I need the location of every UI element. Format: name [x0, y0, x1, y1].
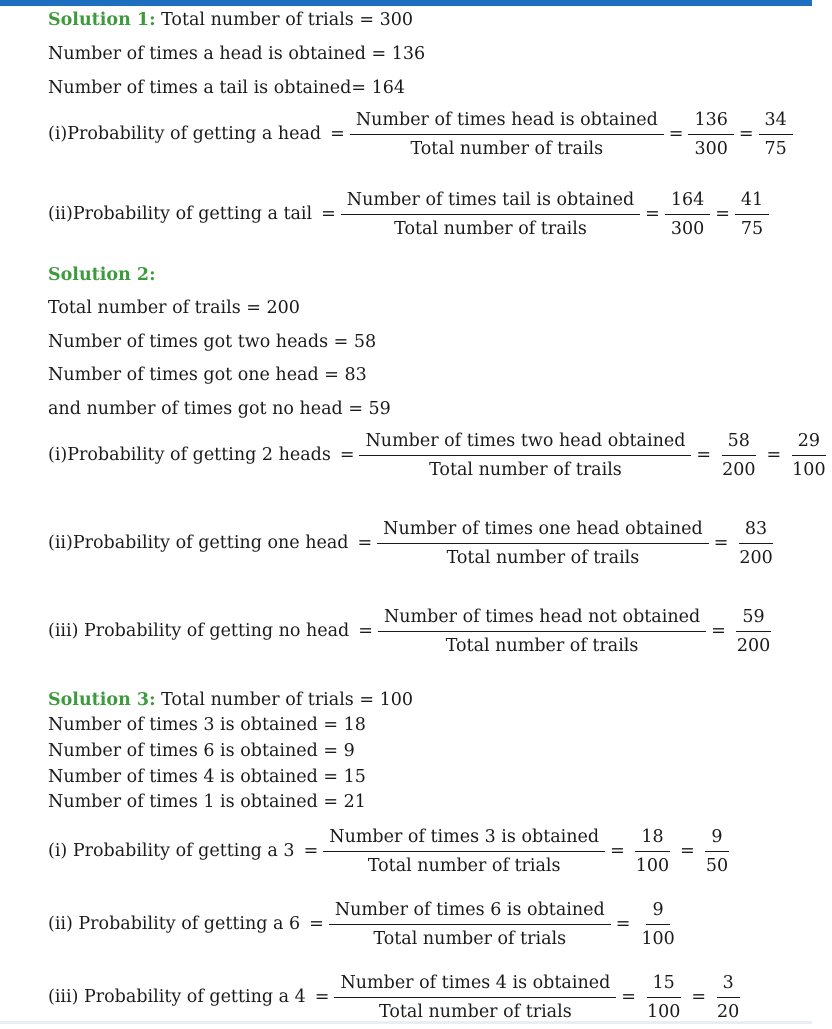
fraction-value — [641, 973, 686, 1022]
numerator: Number of times 3 is obtained — [323, 827, 605, 852]
numerator: Number of times 4 is obtained — [334, 973, 616, 998]
equals-sign: = — [680, 841, 695, 861]
equals-sign: = — [357, 533, 373, 553]
solution-1-header — [48, 9, 413, 31]
equals-sign: = — [711, 621, 726, 641]
numerator: 15 — [647, 973, 681, 998]
denominator: 200 — [736, 635, 771, 656]
equals-sign: = — [691, 987, 707, 1007]
denominator: Total number of trails — [429, 459, 622, 480]
fraction-value — [635, 900, 680, 949]
denominator: 100 — [646, 1001, 681, 1022]
fraction-simplified — [700, 827, 734, 876]
denominator: 20 — [717, 1001, 740, 1022]
numerator: Number of times one head obtained — [377, 519, 709, 544]
fraction-value — [688, 110, 733, 159]
denominator: 300 — [694, 138, 728, 159]
solution-3-equation-6 — [48, 892, 681, 956]
solution-1-title: Solution 1: — [48, 10, 156, 30]
equals-sign: = — [330, 124, 345, 144]
denominator: 200 — [739, 547, 773, 568]
fraction-simplified — [711, 973, 745, 1022]
solution-2-equation-one-head — [48, 511, 779, 575]
fraction-value — [630, 827, 675, 876]
denominator: 75 — [764, 138, 787, 159]
solution-2-equation-two-heads — [48, 423, 832, 487]
numerator: 83 — [739, 519, 773, 544]
fraction-definition — [377, 519, 709, 568]
top-accent-bar — [0, 0, 812, 6]
equation-label: (i)Probability of getting a head — [48, 124, 322, 144]
equation-label: (iii) Probability of getting a 4 — [48, 987, 306, 1007]
bottom-divider — [0, 1021, 812, 1024]
solution-2-equation-no-head — [48, 599, 776, 663]
numerator: 29 — [792, 431, 826, 456]
denominator: Total number of trials — [367, 855, 561, 876]
fraction-simplified — [759, 110, 793, 159]
numerator: 34 — [759, 110, 793, 135]
solution-2-no-head: and number of times got no head = 59 — [48, 399, 391, 419]
equals-sign: = — [321, 204, 336, 224]
fraction-value — [733, 519, 778, 568]
denominator: Total number of trails — [410, 138, 604, 159]
fraction-definition — [350, 110, 664, 159]
numerator: 9 — [646, 900, 669, 925]
numerator: 136 — [688, 110, 733, 135]
equals-sign: = — [610, 841, 625, 861]
equals-sign: = — [713, 533, 729, 553]
solution-3-count-4: Number of times 4 is obtained = 15 — [48, 767, 366, 787]
solution-2-total: Total number of trails = 200 — [48, 298, 300, 318]
denominator: Total number of trails — [446, 547, 640, 568]
equals-sign: = — [615, 914, 631, 934]
equals-sign: = — [696, 445, 712, 465]
solution-2-two-heads: Number of times got two heads = 58 — [48, 332, 377, 352]
numerator: 3 — [717, 973, 740, 998]
equation-label: (iii) Probability of getting no head — [48, 621, 350, 641]
numerator: 41 — [735, 190, 769, 215]
solution-2-one-head: Number of times got one head = 83 — [48, 365, 367, 385]
denominator: Total number of trials — [373, 928, 567, 949]
solution-2-title: Solution 2: — [48, 265, 156, 285]
denominator: 100 — [792, 459, 826, 480]
fraction-simplified — [786, 431, 831, 480]
numerator: 59 — [736, 607, 770, 632]
fraction-definition — [341, 190, 640, 239]
equals-sign: = — [303, 841, 319, 861]
equals-sign: = — [738, 124, 754, 144]
denominator: Total number of trials — [379, 1001, 572, 1022]
equals-sign: = — [668, 124, 684, 144]
denominator: 100 — [635, 855, 670, 876]
fraction-value — [716, 431, 761, 480]
solution-3-count-6: Number of times 6 is obtained = 9 — [48, 741, 355, 761]
equals-sign: = — [645, 204, 660, 224]
solution-1-equation-head — [48, 102, 793, 166]
solution-3-count-1: Number of times 1 is obtained = 21 — [48, 792, 366, 812]
equals-sign: = — [766, 445, 782, 465]
denominator: Total number of trails — [445, 635, 639, 656]
solution-3-title: Solution 3: — [48, 690, 156, 710]
numerator: Number of times head not obtained — [378, 607, 706, 632]
equals-sign: = — [715, 204, 730, 224]
equation-label: (ii)Probability of getting one head — [48, 533, 349, 553]
equation-label: (i)Probability of getting 2 heads — [48, 445, 331, 465]
solution-3-count-3: Number of times 3 is obtained = 18 — [48, 715, 366, 735]
denominator: 75 — [740, 218, 764, 239]
denominator: 200 — [722, 459, 756, 480]
solution-3-equation-4 — [48, 965, 745, 1029]
solution-1-tails: Number of times a tail is obtained= 164 — [48, 78, 405, 98]
numerator: 164 — [665, 190, 710, 215]
denominator: Total number of trails — [394, 218, 587, 239]
equation-label: (ii)Probability of getting a tail — [48, 204, 313, 224]
equals-sign: = — [309, 914, 324, 934]
equation-label: (ii) Probability of getting a 6 — [48, 914, 301, 934]
fraction-definition — [323, 827, 605, 876]
equals-sign: = — [314, 987, 330, 1007]
numerator: 9 — [705, 827, 728, 852]
solution-1-total: Total number of trials = 300 — [155, 10, 413, 30]
fraction-definition — [334, 973, 616, 1022]
numerator: Number of times head is obtained — [350, 110, 664, 135]
equation-label: (i) Probability of getting a 3 — [48, 841, 295, 861]
fraction-value — [731, 607, 776, 656]
numerator: Number of times 6 is obtained — [329, 900, 611, 925]
equals-sign: = — [339, 445, 355, 465]
solution-3-header — [48, 689, 413, 711]
fraction-definition — [329, 900, 611, 949]
solution-3-total: Total number of trials = 100 — [155, 690, 413, 710]
denominator: 50 — [705, 855, 729, 876]
solution-1-heads: Number of times a head is obtained = 136 — [48, 44, 426, 64]
numerator: 58 — [722, 431, 756, 456]
fraction-definition — [378, 607, 706, 656]
fraction-definition — [359, 431, 691, 480]
denominator: 300 — [670, 218, 705, 239]
equals-sign: = — [621, 987, 636, 1007]
fraction-simplified — [735, 190, 769, 239]
solution-3-equation-3 — [48, 819, 734, 883]
numerator: Number of times two head obtained — [359, 431, 691, 456]
numerator: 18 — [635, 827, 669, 852]
equals-sign: = — [358, 621, 373, 641]
denominator: 100 — [641, 928, 675, 949]
solution-1-equation-tail — [48, 182, 769, 246]
fraction-value — [665, 190, 710, 239]
numerator: Number of times tail is obtained — [341, 190, 640, 215]
